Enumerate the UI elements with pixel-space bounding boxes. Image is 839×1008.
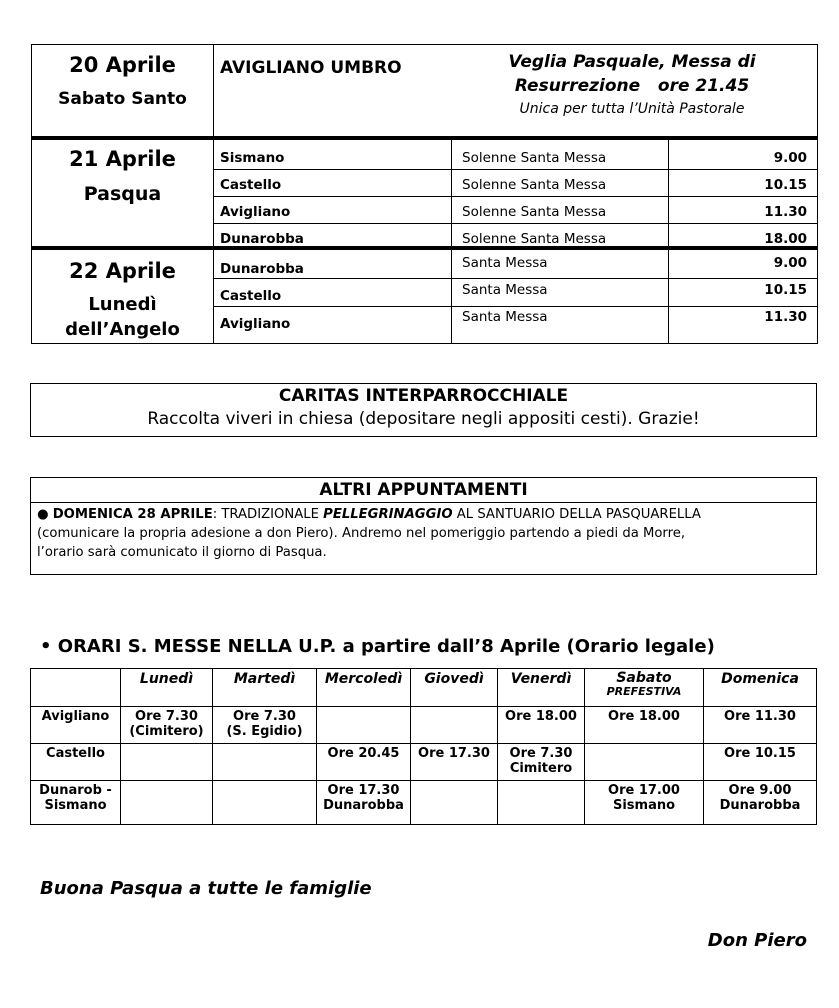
table-cell bbox=[121, 744, 213, 781]
table-cell: Ore 17.30 bbox=[411, 744, 498, 781]
event-text-b: AL SANTUARIO DELLA PASQUARELLA bbox=[452, 507, 701, 522]
table-cell: Ore 17.30 Dunarobba bbox=[317, 781, 411, 825]
altri-line1 bbox=[37, 505, 810, 524]
veglia-line1: Veglia Pasquale, Messa di bbox=[508, 52, 756, 72]
row-divider bbox=[213, 169, 818, 170]
veglia-note: Unica per tutta l’Unità Pastorale bbox=[519, 101, 745, 117]
table-row bbox=[31, 781, 817, 825]
separator-line bbox=[32, 136, 817, 140]
caritas-box bbox=[30, 383, 817, 437]
service-time: 10.15 bbox=[764, 282, 807, 298]
caritas-text: Raccolta viveri in chiesa (depositare negli appositi cesti). Grazie! bbox=[147, 409, 700, 429]
altri-title: ALTRI APPUNTAMENTI bbox=[31, 478, 816, 503]
day-header: Sabato bbox=[616, 670, 672, 686]
row-place: Castello bbox=[31, 744, 121, 781]
table-cell bbox=[498, 781, 585, 825]
day-lunedi: Lunedì bbox=[88, 294, 157, 315]
altri-text bbox=[31, 503, 816, 562]
table-cell bbox=[121, 781, 213, 825]
table-cell bbox=[213, 744, 317, 781]
service-time: 11.30 bbox=[764, 204, 807, 220]
service-name: Santa Messa bbox=[462, 282, 548, 298]
day-header-sabato bbox=[585, 669, 704, 707]
veglia-pasquale-text bbox=[452, 50, 812, 98]
day-subheader: PREFESTIVA bbox=[606, 685, 682, 698]
day-dell-angelo: dell’Angelo bbox=[65, 319, 180, 340]
place-name: Sismano bbox=[220, 150, 285, 166]
table-header-row bbox=[31, 669, 817, 707]
date-22-aprile: 22 Aprile bbox=[69, 259, 176, 283]
row-divider bbox=[213, 306, 818, 307]
day-pasqua: Pasqua bbox=[83, 183, 162, 205]
row-place: Dunarob - Sismano bbox=[31, 781, 121, 825]
place-name: Avigliano bbox=[220, 316, 291, 332]
service-name: Santa Messa bbox=[462, 309, 548, 325]
table-cell: Ore 17.00 Sismano bbox=[585, 781, 704, 825]
table-cell: Ore 18.00 bbox=[585, 707, 704, 744]
easter-greeting: Buona Pasqua a tutte le famiglie bbox=[40, 878, 372, 899]
event-date: DOMENICA 28 APRILE bbox=[52, 507, 213, 522]
place-name: Dunarobba bbox=[220, 261, 304, 277]
bullet-icon: ● bbox=[37, 507, 49, 522]
table-cell: Ore 7.30 Cimitero bbox=[498, 744, 585, 781]
table-cell: Ore 10.15 bbox=[704, 744, 817, 781]
day-header: Mercoledì bbox=[317, 669, 411, 707]
service-time: 9.00 bbox=[773, 150, 807, 166]
column-divider bbox=[213, 45, 214, 343]
service-time: 10.15 bbox=[764, 177, 807, 193]
service-name: Solenne Santa Messa bbox=[462, 231, 607, 247]
service-name: Santa Messa bbox=[462, 255, 548, 271]
service-name: Solenne Santa Messa bbox=[462, 150, 607, 166]
date-20-aprile: 20 Aprile bbox=[69, 53, 176, 77]
row-divider bbox=[213, 223, 818, 224]
orari-heading: • ORARI S. MESSE NELLA U.P. a partire dall’8 Aprile (Orario legale) bbox=[40, 636, 715, 657]
service-time: 9.00 bbox=[773, 255, 807, 271]
veglia-line2: Resurrezione ore 21.45 bbox=[514, 76, 750, 96]
table-row bbox=[31, 707, 817, 744]
table-cell: Ore 18.00 bbox=[498, 707, 585, 744]
table-cell bbox=[411, 707, 498, 744]
table-cell bbox=[585, 744, 704, 781]
day-header: Domenica bbox=[704, 669, 817, 707]
day-header: Martedì bbox=[213, 669, 317, 707]
table-row bbox=[31, 744, 817, 781]
corner-cell bbox=[31, 669, 121, 707]
service-name: Solenne Santa Messa bbox=[462, 177, 607, 193]
table-cell: Ore 7.30 (Cimitero) bbox=[121, 707, 213, 744]
table-cell: Ore 7.30 (S. Egidio) bbox=[213, 707, 317, 744]
table-cell: Ore 20.45 bbox=[317, 744, 411, 781]
event-text-a: : TRADIZIONALE bbox=[212, 507, 324, 522]
service-time: 18.00 bbox=[764, 231, 807, 247]
date-21-aprile: 21 Aprile bbox=[69, 147, 176, 171]
row-divider bbox=[213, 278, 818, 279]
mass-times-table bbox=[30, 668, 817, 825]
day-header: Lunedì bbox=[121, 669, 213, 707]
table-cell bbox=[213, 781, 317, 825]
day-header: Giovedì bbox=[411, 669, 498, 707]
day-header: Venerdì bbox=[498, 669, 585, 707]
separator-line bbox=[32, 246, 817, 250]
column-divider bbox=[668, 140, 669, 344]
row-divider bbox=[213, 196, 818, 197]
place-name: Dunarobba bbox=[220, 231, 304, 247]
place-name: Castello bbox=[220, 177, 282, 193]
table-cell bbox=[411, 781, 498, 825]
place-avigliano-umbro: AVIGLIANO UMBRO bbox=[220, 58, 402, 78]
signature: Don Piero bbox=[707, 930, 807, 951]
table-cell bbox=[317, 707, 411, 744]
table-cell: Ore 11.30 bbox=[704, 707, 817, 744]
row-place: Avigliano bbox=[31, 707, 121, 744]
caritas-title: CARITAS INTERPARROCCHIALE bbox=[278, 386, 569, 406]
service-name: Solenne Santa Messa bbox=[462, 204, 607, 220]
altri-line2: (comunicare la propria adesione a don Piero). Andremo nel pomeriggio partendo a piedi da Morre, bbox=[37, 526, 686, 541]
day-sabato-santo: Sabato Santo bbox=[58, 89, 187, 109]
altri-line3: l’orario sarà comunicato il giorno di Pasqua. bbox=[37, 545, 327, 560]
table-cell: Ore 9.00 Dunarobba bbox=[704, 781, 817, 825]
place-name: Castello bbox=[220, 288, 282, 304]
altri-appuntamenti-box bbox=[30, 477, 817, 575]
event-emphasis: PELLEGRINAGGIO bbox=[323, 507, 453, 522]
column-divider bbox=[451, 140, 452, 344]
place-name: Avigliano bbox=[220, 204, 291, 220]
easter-schedule-box bbox=[31, 44, 818, 344]
service-time: 11.30 bbox=[764, 309, 807, 325]
